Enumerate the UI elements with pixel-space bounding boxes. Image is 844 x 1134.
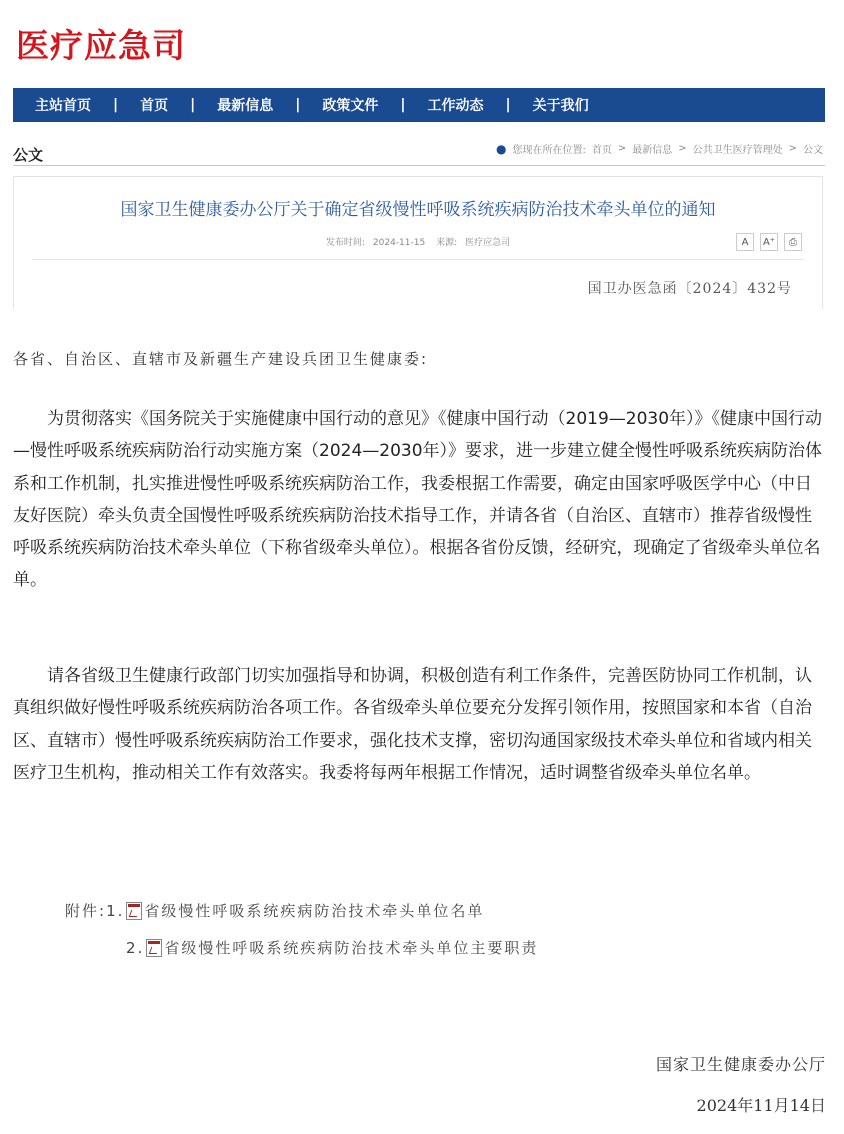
font-decrease-button[interactable]: A	[736, 233, 754, 251]
source-value: 医疗应急司	[465, 238, 511, 248]
nav-item-about[interactable]: 关于我们	[532, 98, 589, 114]
nav-separator: |	[400, 97, 406, 113]
attachment-index: 2.	[126, 938, 145, 957]
breadcrumb-separator: >	[617, 143, 627, 154]
font-increase-button[interactable]: A⁺	[760, 233, 778, 251]
attachment-link[interactable]: 省级慢性呼吸系统疾病防治技术牵头单位主要职责	[164, 939, 539, 957]
article-title: 国家卫生健康委办公厅关于确定省级慢性呼吸系统疾病防治技术牵头单位的通知	[120, 200, 716, 220]
source-label: 来源:	[436, 238, 458, 248]
attachment-item	[126, 937, 538, 958]
nav-item-latest[interactable]: 最新信息	[217, 98, 274, 114]
breadcrumb-current[interactable]: 公文	[803, 145, 823, 156]
article-meta	[14, 235, 822, 248]
attachment-link[interactable]: 省级慢性呼吸系统疾病防治技术牵头单位名单	[144, 902, 485, 920]
publish-date: 2024-11-15	[372, 238, 426, 248]
main-nav	[13, 88, 825, 122]
attachment-index: 1.	[106, 901, 125, 920]
breadcrumb	[496, 141, 823, 156]
document-number: 国卫办医急函〔2024〕432号	[587, 281, 792, 297]
nav-separator: |	[295, 97, 301, 113]
salutation: 各省、自治区、直辖市及新疆生产建设兵团卫生健康委:	[13, 350, 429, 368]
card-divider	[32, 259, 804, 260]
publish-label: 发布时间:	[325, 238, 365, 248]
signature-date: 2024年11月14日	[696, 1096, 826, 1115]
site-logo[interactable]: 医疗应急司	[16, 26, 186, 65]
body-paragraph: 为贯彻落实《国务院关于实施健康中国行动的意见》《健康中国行动（2019—2030年）》《健康中国行动—慢性呼吸系统疾病防治行动实施方案（2024—2030年）》要求，进一步建立健全慢性呼吸系统疾病防治体系和工作机制，扎实推进慢性呼吸系统疾病防治工作，我委根据工作需要，确定由国家呼吸医学中心（中日友好医院）牵头负责全国慢性呼吸系统疾病防治技术指导工作，并请各省（自治区、直辖市）推荐省级慢性呼吸系统疾病防治技术牵头单位（下称省级牵头单位）。根据各省份反馈，经研究，现确定了省级牵头单位名单。	[13, 409, 823, 591]
breadcrumb-separator: >	[678, 143, 687, 154]
nav-separator: |	[505, 97, 511, 113]
nav-item-main-home[interactable]: 主站首页	[35, 98, 91, 114]
print-icon[interactable]: ⎙	[784, 233, 802, 251]
breadcrumb-link-home[interactable]: 首页	[591, 145, 612, 156]
attachment-item	[65, 900, 484, 921]
article-tools	[736, 233, 802, 251]
pdf-file-icon[interactable]	[126, 902, 142, 920]
nav-separator: |	[113, 97, 119, 113]
section-divider	[13, 165, 825, 166]
breadcrumb-separator: >	[788, 143, 797, 154]
nav-separator: |	[190, 97, 196, 113]
nav-item-policy[interactable]: 政策文件	[322, 98, 379, 114]
nav-item-work-news[interactable]: 工作动态	[427, 98, 484, 114]
location-pin-icon: ●	[495, 141, 507, 156]
breadcrumb-prefix: 您现在所在位置:	[512, 145, 586, 156]
signature-organization: 国家卫生健康委办公厅	[655, 1055, 826, 1074]
nav-item-home[interactable]: 首页	[140, 98, 169, 114]
breadcrumb-link-dept[interactable]: 公共卫生医疗管理处	[692, 145, 783, 156]
breadcrumb-link-latest[interactable]: 最新信息	[632, 145, 673, 156]
article-header-card	[13, 176, 823, 309]
pdf-file-icon[interactable]	[146, 939, 162, 957]
section-title: 公文	[13, 146, 44, 164]
body-paragraph: 请各省级卫生健康行政部门切实加强指导和协调，积极创造有利工作条件，完善医防协同工作机制，认真组织做好慢性呼吸系统疾病防治各项工作。各省级牵头单位要充分发挥引领作用，按照国家和本省（自治区、直辖市）慢性呼吸系统疾病防治工作要求，强化技术支撑，密切沟通国家级技术牵头单位和省域内相关医疗卫生机构，推动相关工作有效落实。我委将每两年根据工作情况，适时调整省级牵头单位名单。	[13, 666, 812, 783]
attachments-label: 附件:	[65, 902, 107, 920]
